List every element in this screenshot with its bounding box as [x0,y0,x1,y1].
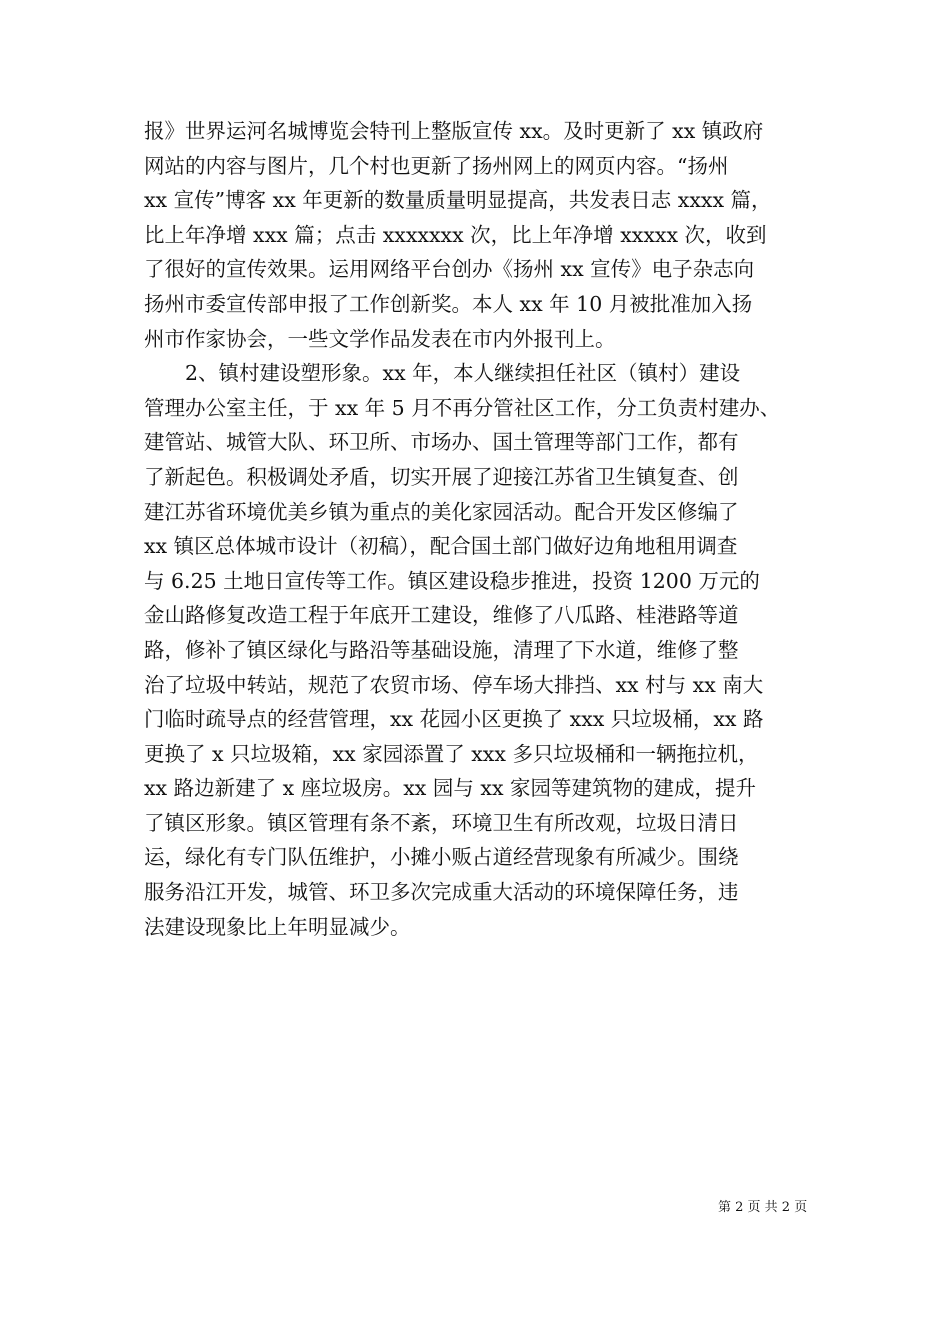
text-line: xx 镇区总体城市设计（初稿），配合国土部门做好边角地租用调查 [144,534,738,559]
text-line: 服务沿江开发，城管、环卫多次完成重大活动的环境保障任务，违 [144,880,739,905]
text-line: 建管站、城管大队、环卫所、市场办、国土管理等部门工作，都有 [144,430,739,455]
text-line: 与 6.25 土地日宣传等工作。镇区建设稳步推进，投资 1200 万元的 [144,568,760,593]
text-line: 建江苏省环境优美乡镇为重点的美化家园活动。配合开发区修编了 [144,499,739,524]
text-line: 2、镇村建设塑形象。xx 年，本人继续担任社区（镇村）建设 [144,361,741,386]
text-line: 法建设现象比上年明显减少。 [144,914,411,939]
text-line: 金山路修复改造工程于年底开工建设，维修了八瓜路、桂港路等道 [144,603,739,628]
text-line: 管理办公室主任，于 xx 年 5 月不再分管社区工作，分工负责村建办、 [144,395,781,420]
text-line: 网站的内容与图片，几个村也更新了扬州网上的网页内容。“扬州 [144,153,729,178]
text-line: 州市作家协会，一些文学作品发表在市内外报刊上。 [144,326,616,351]
text-line: 运，绿化有专门队伍维护，小摊小贩占道经营现象有所减少。围绕 [144,845,739,870]
text-line: xx 宣传”博客 xx 年更新的数量质量明显提高，共发表日志 xxxx 篇， [144,188,772,213]
text-line: 路，修补了镇区绿化与路沿等基础设施，清理了下水道，维修了整 [144,637,739,662]
text-line: 扬州市委宣传部申报了工作创新奖。本人 xx 年 10 月被批准加入扬 [144,291,753,316]
text-line: 报》世界运河名城博览会特刊上整版宣传 xx。及时更新了 xx 镇政府 [144,119,764,143]
body-text [144,114,809,944]
text-line: 更换了 x 只垃圾箱，xx 家园添置了 xxx 多只垃圾桶和一辆拖拉机， [144,741,759,766]
page-number: 第 2 页 共 2 页 [718,1200,808,1215]
text-line: 了镇区形象。镇区管理有条不紊，环境卫生有所改观，垃圾日清日 [144,810,739,835]
text-line: 了很好的宣传效果。运用网络平台创办《扬州 xx 宣传》电子杂志向 [144,257,755,282]
text-line: 治了垃圾中转站，规范了农贸市场、停车场大排挡、xx 村与 xx 南大 [144,672,764,697]
text-line: xx 路边新建了 x 座垃圾房。xx 园与 xx 家园等建筑物的建成，提升 [144,776,757,801]
text-line: 了新起色。积极调处矛盾，切实开展了迎接江苏省卫生镇复查、创 [144,464,739,489]
text-line: 比上年净增 xxx 篇；点击 xxxxxxx 次，比上年净增 xxxxx 次，收到 [144,222,767,247]
text-line: 门临时疏导点的经营管理，xx 花园小区更换了 xxx 只垃圾桶，xx 路 [144,707,764,732]
